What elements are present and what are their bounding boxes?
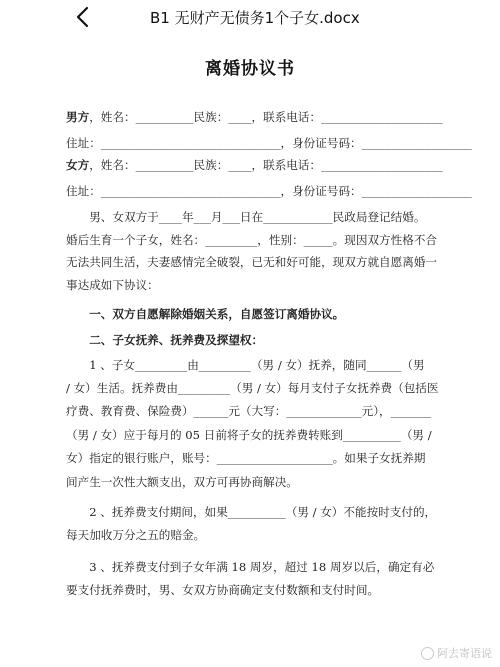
male-fields: ，姓名：__________民族：____，联系电话：_____________________ [89, 110, 443, 124]
document-title: 离婚协议书 [205, 59, 295, 79]
watermark-signature [421, 645, 492, 661]
signature-text: 阿去寄语说 [437, 647, 492, 660]
female-fields: ，姓名：__________民族：____，联系电话：_____________________ [89, 158, 443, 172]
female-label: 女方 [66, 158, 90, 172]
paragraph-line: 婚后生育一个子女，姓名：_________，性别：_____。现因双方性格不合 [66, 233, 438, 247]
male-label: 男方 [66, 110, 90, 124]
clause-line: 女）指定的银行账户，账号：____________________。如果子女抚养期 [66, 451, 426, 465]
clause-line: / 女）生活。抚养费由_________（男 / 女）每月支付子女抚养费（包括医 [66, 381, 439, 395]
section-heading-1: 一、双方自愿解除婚姻关系，自愿签订离婚协议。 [66, 307, 345, 321]
paragraph-line: 男、女双方于____年___月___日在____________民政局登记结婚。 [66, 210, 426, 224]
paragraph-line: 无法共同生活，夫妻感情完全破裂，已无和好可能，现双方就自愿离婚一 [66, 255, 438, 269]
clause-line: （男 / 女）应于每月的 05 日前将子女的抚养费转账到__________（男 / [66, 428, 432, 442]
top-bar [0, 0, 500, 34]
account-logo-icon [421, 647, 434, 660]
female-info-line [66, 157, 443, 173]
document-filename: B1 无财产无债务1个子女.docx [150, 9, 360, 27]
clause-line: 间产生一次性大额支出，双方可再协商解决。 [66, 475, 298, 489]
clause-line: 3 、抚养费支付到子女年满 18 周岁，超过 18 周岁以后，确定有必 [66, 560, 435, 574]
paragraph-line: 事达成如下协议： [66, 278, 159, 292]
document-page[interactable] [0, 34, 500, 667]
clause-line: 每天加收万分之五的赔金。 [66, 528, 206, 542]
male-info-line [66, 109, 443, 125]
female-address-line: 住址：_______________________________，身份证号码：___________________ [66, 184, 472, 198]
clause-line: 要支付抚养费时，男、女双方协商确定支付数额和支付时间。 [66, 583, 380, 597]
back-button[interactable] [70, 4, 96, 30]
clause-line: 2 、抚养费支付期间，如果__________（男 / 女）不能按时支付的， [66, 505, 437, 519]
clause-line: 疗费、教育费、保险费）______元（大写：_____________元），_______ [66, 404, 432, 418]
section-heading-2: 二、子女抚养、抚养费及探望权： [66, 333, 264, 347]
chevron-left-icon [75, 6, 91, 28]
male-address-line: 住址：_______________________________，身份证号码：___________________ [66, 136, 472, 150]
clause-line: 1 、子女_________由_________（男 / 女）抚养，随同______（男 [66, 358, 425, 372]
